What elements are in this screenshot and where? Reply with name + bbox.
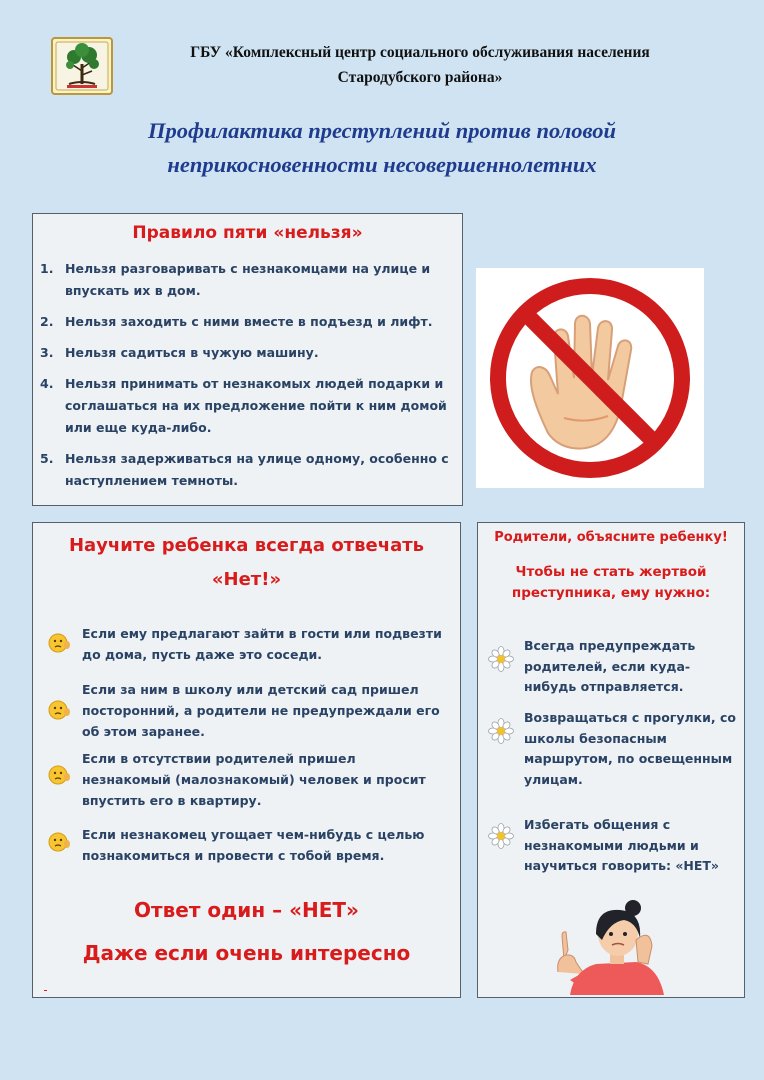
list-item (46, 824, 446, 884)
thinking-face-icon (46, 699, 72, 721)
parents-title: Родители, объясните ребенку! (494, 530, 728, 545)
five-rules-title: Правило пяти «нельзя» (132, 223, 363, 243)
list-item (46, 623, 446, 683)
tip-text: Возвращаться с прогулки, со школы безопасным маршрутом, по освещенным улицам. (524, 710, 736, 787)
list-item-text: Нельзя садиться в чужую машину. (65, 345, 319, 360)
page-title (70, 114, 694, 182)
daisy-icon (488, 823, 514, 849)
say-no-title (32, 529, 461, 597)
tree-emblem-icon (51, 37, 113, 95)
list-item (488, 708, 738, 794)
girl-illustration (540, 900, 680, 995)
answer-no-heading: Ответ один – «НЕТ» (134, 898, 359, 922)
situation-text: Если в отсутствии родителей пришел незнакомый (малознакомый) человек и просит впустить его в квартиру. (82, 751, 426, 808)
daisy-icon (488, 646, 514, 672)
list-item (40, 448, 458, 492)
list-item-text: Нельзя заходить с ними вместе в подъезд и лифт. (65, 314, 433, 329)
page-title-line1: Профилактика преступлений против половой (147, 118, 617, 143)
list-item (40, 373, 458, 439)
list-item-text: Нельзя принимать от незнакомых людей подарки и соглашаться на их предложение пойти к ним домой или еще куда-либо. (65, 376, 447, 435)
list-item (40, 342, 458, 364)
stop-hand-image (476, 268, 704, 488)
say-no-title-line2: «Нет!» (211, 569, 282, 590)
org-name-line1: ГБУ «Комплексный центр социального обслуживания населения (190, 44, 650, 61)
situation-text: Если ему предлагают зайти в гости или подвезти до дома, пусть даже это соседи. (82, 626, 442, 662)
even-if-interesting-heading: Даже если очень интересно (82, 941, 411, 965)
list-item (488, 636, 738, 700)
list-item-number: 3. (40, 345, 54, 360)
list-item-text: Нельзя разговаривать с незнакомцами на улице и впускать их в дом. (65, 261, 431, 298)
list-item (40, 258, 458, 302)
situation-text: Если за ним в школу или детский сад пришел посторонний, а родители не предупреждали его об этом заранее. (82, 682, 440, 739)
say-no-title-line1: Научите ребенка всегда отвечать (68, 535, 425, 556)
organization-logo (51, 37, 113, 95)
thinking-face-icon (46, 831, 72, 853)
parents-subtitle-line1: Чтобы не стать жертвой (515, 564, 707, 580)
list-item (46, 748, 446, 814)
list-item (488, 815, 738, 879)
thinking-face-icon (46, 632, 72, 654)
situation-text: Если незнакомец угощает чем-нибудь с целью познакомиться и провести с тобой время. (82, 827, 425, 863)
list-item (46, 679, 446, 745)
daisy-icon (488, 718, 514, 744)
organization-name (130, 40, 710, 90)
tip-text: Избегать общения с незнакомыми людьми и научиться говорить: «НЕТ» (524, 817, 719, 873)
girl-thinking-icon (540, 900, 680, 995)
thinking-face-icon (46, 764, 72, 786)
page-title-line2: неприкосновенности несовершеннолетних (167, 152, 597, 177)
list-item-number: 2. (40, 314, 54, 329)
org-name-line2: Стародубского района» (337, 69, 503, 86)
parents-subtitle-line2: преступника, ему нужно: (511, 585, 711, 601)
decorative-mark (44, 990, 47, 991)
tip-text: Всегда предупреждать родителей, если куда-нибудь отправляется. (524, 638, 696, 694)
list-item (40, 311, 458, 333)
parents-subtitle (477, 562, 745, 604)
list-item-number: 4. (40, 376, 54, 391)
five-rules-list (40, 258, 458, 501)
stop-hand-icon (476, 268, 704, 488)
list-item-number: 1. (40, 261, 54, 276)
list-item-number: 5. (40, 451, 54, 466)
list-item-text: Нельзя задерживаться на улице одному, особенно с наступлением темноты. (65, 451, 449, 488)
